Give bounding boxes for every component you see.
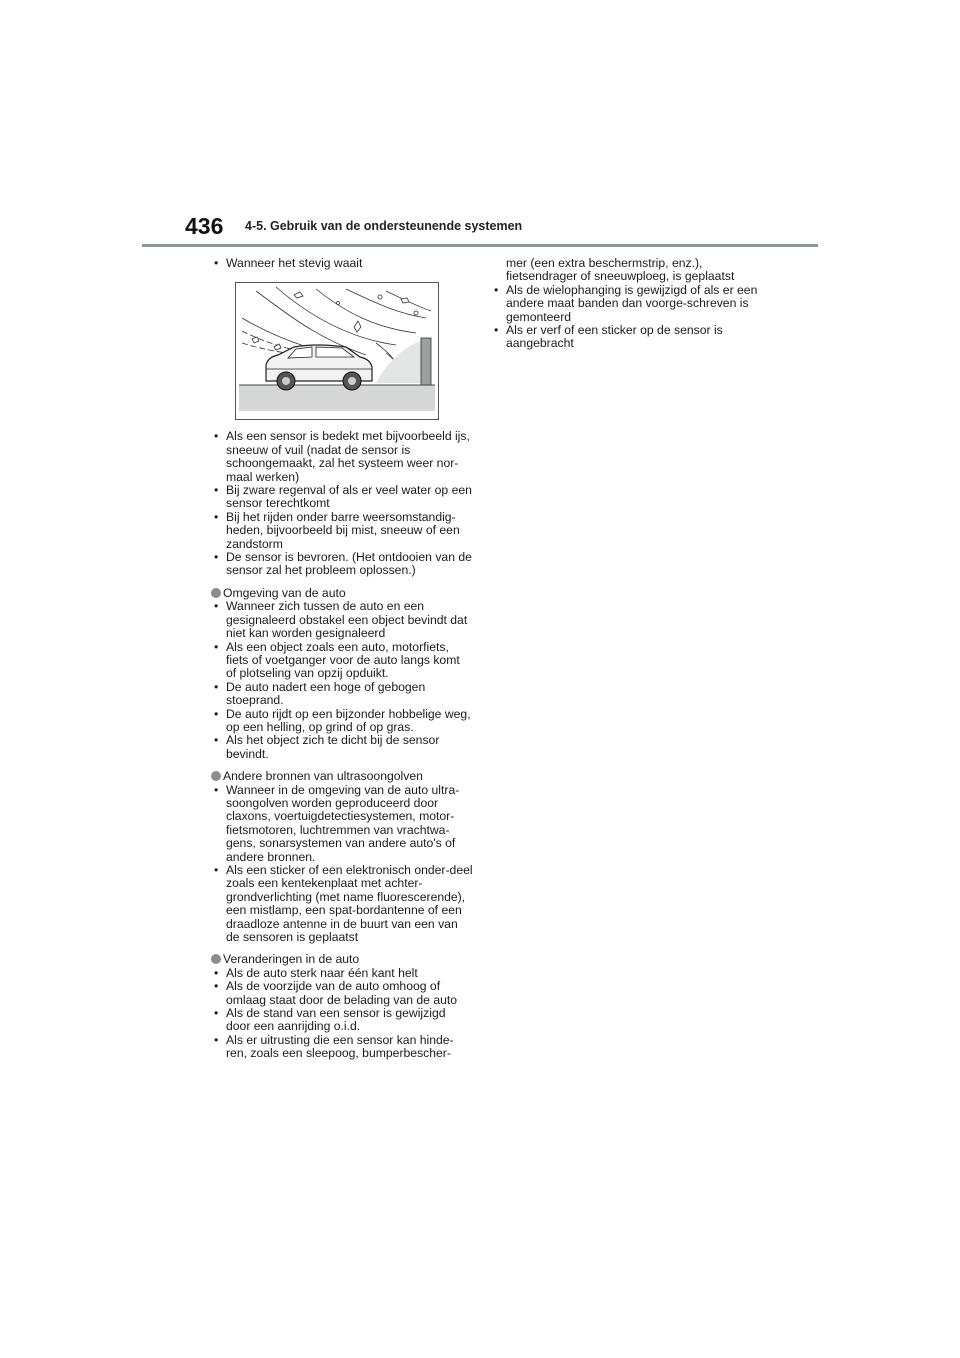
list-item: • Als een sensor is bedekt met bijvoorbeeld ijs, sneeuw of vuil (nadat de sensor is schoongemaakt, zal het systeem weer nor-maal werken) (211, 430, 473, 484)
car-in-wind-image (236, 283, 438, 419)
list-item: • Wanneer het stevig waait (211, 257, 473, 270)
wind-illustration (235, 282, 439, 420)
list-item: • Als de auto sterk naar één kant helt (211, 967, 473, 980)
list-item: • Wanneer zich tussen de auto en een gesignaleerd obstakel een object bevindt dat niet kan worden gesignaleerd (211, 600, 473, 640)
list-item: • Als een object zoals een auto, motorfiets, fiets of voetganger voor de auto langs komt of plotseling van opzij opduikt. (211, 641, 473, 681)
list-item: • De sensor is bevroren. (Het ontdooien van de sensor zal het probleem oplossen.) (211, 551, 473, 578)
list-item: • Als de stand van een sensor is gewijzigd door een aanrijding o.i.d. (211, 1007, 473, 1034)
right-column (491, 257, 761, 351)
list-item: • Bij het rijden onder barre weersomstandig-heden, bijvoorbeeld bij mist, sneeuw of een zandstorm (211, 511, 473, 551)
header-divider (142, 244, 818, 247)
list-item-continuation: mer (een extra beschermstrip, enz.), fietsendrager of sneeuwploeg, is geplaatst (506, 256, 735, 284)
list-item: • Als het object zich te dicht bij de sensor bevindt. (211, 734, 473, 761)
group-heading-surroundings: Omgeving van de auto (211, 587, 473, 600)
list-item: • Wanneer in de omgeving van de auto ultra-soongolven worden geproduceerd door claxons, voertuigdetectiesystemen, motor-fietsmotoren, luchtremmen van vrachtwa-gens, sonarsystemen van andere auto's of andere bronnen. (211, 784, 473, 864)
group-heading-ultrasonic: Andere bronnen van ultrasoongolven (211, 770, 473, 783)
list-item: • Bij zware regenval of als er veel water op een sensor terechtkomt (211, 484, 473, 511)
list-item: • De auto rijdt op een bijzonder hobbelige weg, op een helling, op grind of op gras. (211, 708, 473, 735)
list-item: • Als er uitrusting die een sensor kan hinde-ren, zoals een sleepoog, bumperbescher- (211, 1034, 473, 1061)
list-item: • Als een sticker of een elektronisch onder-deel zoals een kentekenplaat met achter-grondverlichting (met name fluorescerende), een mistlamp, een spat-bordantenne of een draadloze antenne in de buurt van een van de sensoren is geplaatst (211, 864, 473, 944)
bullet-dot-icon (211, 588, 221, 598)
list-item: • Als er verf of een sticker op de sensor is aangebracht (491, 324, 761, 351)
bullet-dot-icon (211, 954, 221, 964)
list-item: • De auto nadert een hoge of gebogen stoeprand. (211, 681, 473, 708)
section-title: 4-5. Gebruik van de ondersteunende systemen (245, 219, 523, 233)
left-column (211, 257, 473, 1061)
group-heading-vehicle-changes: Veranderingen in de auto (211, 953, 473, 966)
bullet-dot-icon (211, 771, 221, 781)
list-item: • Als de voorzijde van de auto omhoog of omlaag staat door de belading van de auto (211, 980, 473, 1007)
list-item: • Als de wielophanging is gewijzigd of als er een andere maat banden dan voorge-schreven is gemonteerd (491, 284, 761, 324)
page-number: 436 (185, 213, 224, 239)
